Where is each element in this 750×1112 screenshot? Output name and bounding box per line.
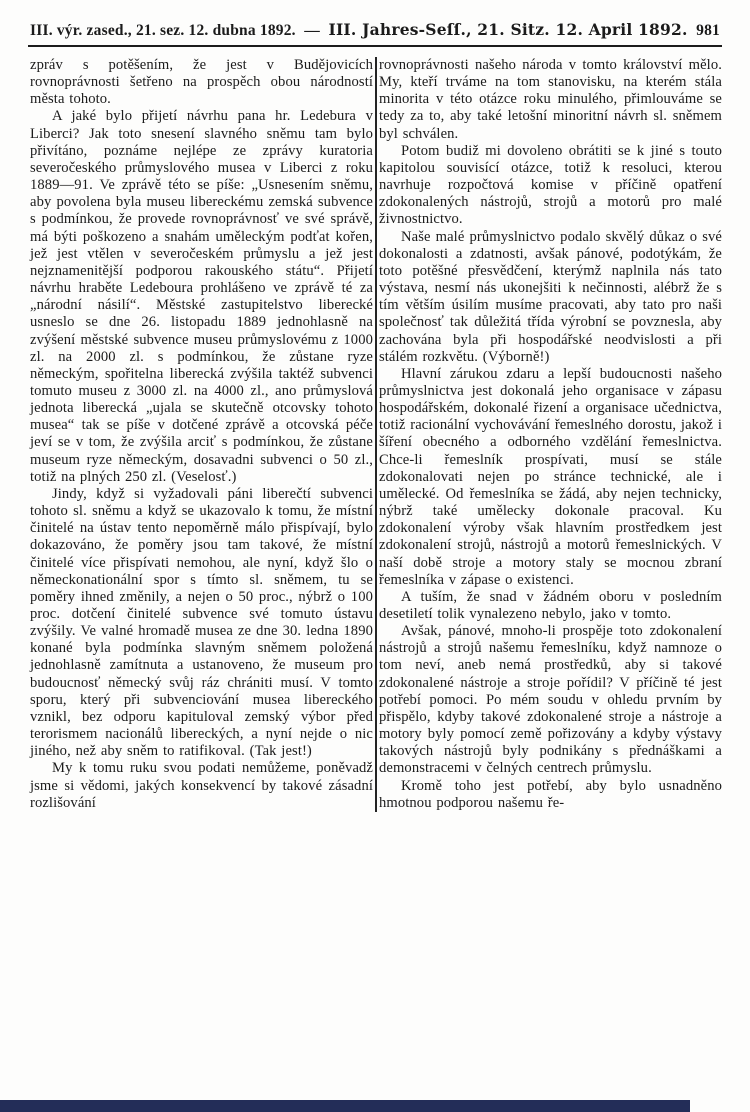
left-column [30,57,373,812]
header-rule [28,45,722,47]
paragraph: A tuším, že snad v žádném oboru v posledním desetiletí tolik vynalezeno nebylo, jako v tomto. [379,588,722,622]
paragraph: My k tomu ruku svou podati nemůžeme, poněvadž jsme si vědomi, jakých konsekvencí by takové zásadní rozlišování [30,760,373,811]
paragraph: zpráv s potěšením, že jest v Budějovicích rovnoprávnosti šetřeno na prospěch obou národností města tohoto. [30,57,373,108]
paragraph: Kromě toho jest potřebí, aby bylo usnadněno hmotnou podporou našemu ře- [379,777,722,811]
header-german-date: III. Jahres-Seſſ., 21. Sitz. 12. April 1892. [328,20,688,39]
right-column [379,57,722,812]
column-divider [375,57,377,812]
paragraph: A jaké bylo přijetí návrhu pana hr. Ledebura v Liberci? Jak toto snesení slavného sněmu tam bylo přivítáno, poznáme nejlépe ze zprávy kuratoria severočeského průmyslového musea v Liberci z roku 1889—91. Ve zprávě této se píše: „Usnesením sněmu, aby povolena byla museu libereckému zemská subvence s podmínkou, že provede rovnoprávnosť ve své správě, má býti poškozeno a snahám uměleckým podťat kořen, jež jest vtělen v severočeském průmyslu a jež jest nejznamenitější podporou rakouského státu“. Přijetí návrhu hraběte Ledeboura prohlášeno ve zprávě té za „národní násilí“. Městské zastupitelstvo liberecké usneslo se dne 26. listopadu 1889 jednohlasně na zvýšení městské subvence museu průmyslovému z 1000 zl. na 2000 zl. s podmínkou, že zůstane ryze německým, spořitelna liberecká zvýšila taktéž subvenci tomuto museu z 3000 zl. na 4000 zl., ano průmyslová jednota liberecká „ujala se skutečně otcovsky tohoto musea“ tak se píše v dotčené zprávě a otcovská péče jeví se v tom, že zvýšila arciť s podmínkou, že zůstane museum ryze německým, dosavadni subvenci o 50 zl., totiž na plných 250 zl. (Veselosť.) [30,108,373,485]
paragraph: Naše malé průmyslnictvo podalo skvělý důkaz o své dokonalosti a zdatnosti, avšak pánové, podotýkám, že toto potěšné přesvědčení, kterýmž naplnila nás tato výstava, nesmí nás ukonejšiti k nečinnosti, alébrž že s tím větším úsilím musíme pracovati, aby tato pro naši společnosť tak důležitá třída výrobní se povznesla, aby zachována byla při hospodářské neodvislosti a při stálém rozkvětu. (Výborně!) [379,228,722,365]
paragraph: Avšak, pánové, mnoho-li prospěje toto zdokonalení nástrojů a strojů našemu řemeslníku, když namnoze o tom neví, aneb nemá prostředků, aby si takové zdokonalené nástroje a stroje pořídil? V příčině té jest potřebí pomoci. Po mém soudu v ohledu prvním by přispělo, kdyby takové zdokonalené stroje a nástroje a motory byly pomocí země pořizovány a kdyby výstavy takových nástrojů byly podnikány s přednáškami a demonstracemi v čelných centrech průmyslu. [379,623,722,777]
paragraph: Jindy, když si vyžadovali páni liberečtí subvenci tohoto sl. sněmu a když se ukazovalo k tomu, že místní činitelé na ústav tento nepoměrně málo přispívají, bylo dokazováno, že poměry jsou tam takové, že místní činitelé více přispívati nemohou, ale nyní, když šlo o německonationální spor s tímto sl. sněmem, tu se poměry ihned změnily, a nejen o 50 proc., nýbrž o 100 proc. dotčení činitelé subvence své tomuto ústavu zvýšily. Ve valné hromadě musea ze dne 30. ledna 1890 konané byla podmínka slavným sněmem položená jednohlasně zamítnuta a ustanoveno, že museum pro budoucnosť německý svůj ráz chrániti musí. V tomto sporu, který při subvenciování musea libereckého vznikl, bez odporu kapituloval zemský výbor před terorismem nacionálů libereckých, a nyní nejde o nic jiného, než aby sněm to ratifikoval. (Tak jest!) [30,485,373,760]
paragraph: Potom budiž mi dovoleno obrátiti se k jiné s touto kapitolou souvisící otázce, totiž k resoluci, kterou navrhuje rozpočtová komise v příčině opatření zdokonalených nástrojů, strojů a motorů pro malé živnostnictvo. [379,142,722,228]
header-separator: — [304,22,320,39]
text-columns [30,57,722,812]
paragraph: Hlavní zárukou zdaru a lepší budoucnosti našeho průmyslnictva jest dokonalá jeho organisace v zápasu hospodářském, dokonalé řizení a organisace učednictva, totiž racionální vychovávání řemeslného dorostu, jakož i šíření obecného a odborného vzdělání řemeslnictva. Chce-li řemeslník prospívati, musí se stále zdokonalovati nejen po stránce technické, ale i umělecké. Od řemeslníka se žádá, aby nejen technicky, nýbrž také umělecky dokonale pracoval. Ku zdokonalení výroby však hlavním prostředkem jest zdokonalení strojů, nástrojů a motorů řemeslnických. V naší době stroje a motory staly se mocnou zbraní řemeslníka v zápase o existenci. [379,365,722,588]
header-czech-date: III. výr. zased., 21. sez. 12. dubna 1892. [30,22,296,39]
page-header [30,20,720,40]
bottom-bar [0,1100,690,1112]
paragraph: rovnoprávnosti našeho národa v tomto království mělo. My, kteří trváme na tom stanovisku, na kterém stála minorita v této otázce roku minulého, přimlouváme se tedy za to, aby také letošní minoritní návrh sl. sněmem byl schválen. [379,57,722,142]
page-number: 981 [696,22,720,39]
